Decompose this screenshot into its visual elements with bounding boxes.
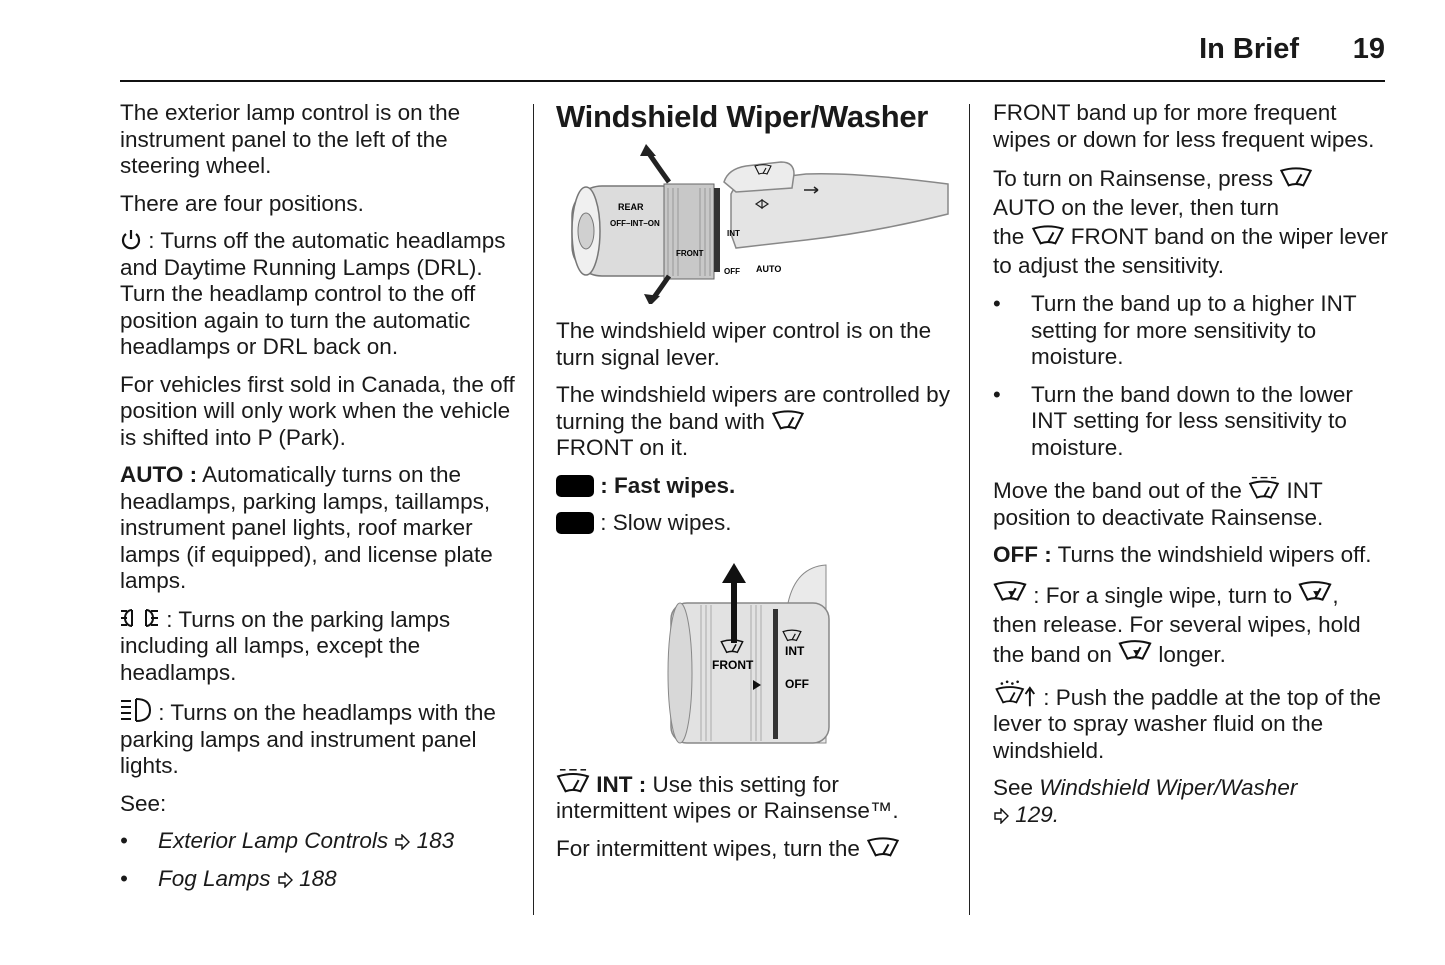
wiper-front-icon [771,410,805,432]
wiper-mist-icon [1298,580,1332,606]
page-reference-arrow-icon [394,834,410,850]
wiper-int-icon [1248,475,1280,501]
sensitivity-list [993,291,1388,461]
paragraph: The windshield wiper control is on the turn signal lever. [556,318,932,370]
deactivate-text-a: Move the band out of the [993,478,1249,503]
paragraph: There are four positions. [120,190,364,216]
parking-description: : Turns on the parking lamps including all lamps, except the headlamps. [120,606,451,685]
paragraph-rainsense [993,164,1388,280]
mist-text-c: longer. [1152,641,1226,667]
reference-page[interactable]: 183 [416,828,455,853]
mist-text-b: , then release. For several wipes, hold the band on [993,582,1361,667]
paragraph: For vehicles first sold in Canada, the off position will only work when the vehicle is shifted into P (Park). [120,371,515,450]
paragraph: FRONT band up for more frequent wipes or down for less frequent wipes. [993,100,1375,152]
paragraph-auto [120,462,515,595]
list-item: • Turn the band down to the lower INT setting for less sensitivity to moisture. [993,382,1388,462]
headlamp-icon [120,697,152,723]
auto-description: Automatically turns on the headlamps, parking lamps, taillamps, instrument panel lights, roof marker lamps (if equipped), and license plate lamps. [120,462,493,593]
paragraph-parking [120,606,515,687]
paragraph-see [993,775,1388,828]
page-reference-arrow-icon [277,872,293,888]
page-reference-arrow-icon [993,808,1009,824]
lever-label-int: INT [727,229,740,238]
lever-label-front: FRONT [676,249,704,258]
lever-label-off-int-on: OFF–INT–ON [610,219,660,228]
fast-wipe-icon [556,475,594,497]
off-description: Turns the windshield wipers off. [1051,542,1372,567]
column-right [993,100,1388,839]
lever-label-rear: REAR [618,202,644,212]
wiper-band-illustration [556,563,956,753]
off-description: : Turns off the automatic headlamps and Daytime Running Lamps (DRL). Turn the headlamp control to the off position again to turn the automatic headlamps or DRL back on. [120,228,506,359]
column-divider [969,104,970,915]
fast-wipe-text: : Fast wipes. [594,472,736,498]
band-text-a: The windshield wipers are controlled by turning the band with [556,382,950,434]
column-left [120,100,515,903]
power-icon [120,229,142,251]
parking-lamp-icon [120,606,160,630]
paragraph-int [556,767,956,825]
reference-page[interactable]: 188 [299,865,337,891]
rainsense-text-a: To turn on Rainsense, press [993,166,1280,191]
wiper-int-icon [556,767,590,795]
washer-fluid-icon [993,680,1037,708]
rainsense-text-c: the [993,224,1031,249]
band-text-b: FRONT on it. [556,435,689,460]
off-label: OFF : [993,542,1052,567]
page-number: 19 [1352,33,1385,65]
wiper-front-icon [1031,225,1065,247]
band-label-int: INT [785,643,805,658]
reference-page[interactable]: 129. [1015,801,1060,827]
reference-item[interactable] [120,866,515,893]
paragraph-band [556,382,956,462]
reference-item[interactable] [120,828,515,855]
reference-list [120,828,515,892]
int-label: INT : [590,771,647,797]
column-middle [556,100,956,873]
column-divider [533,104,534,915]
paragraph-off [120,228,515,361]
wiper-mist-icon [993,580,1027,606]
wiper-auto-icon [1279,167,1313,189]
reference-title[interactable]: Fog Lamps [158,865,271,891]
paragraph-headlamp [120,697,515,780]
reference-title[interactable]: Windshield Wiper/Washer [1039,775,1298,800]
washer-description: : Push the paddle at the top of the lever to spray washer fluid on the windshield. [993,684,1382,763]
paragraph-slow [556,510,956,537]
wiper-lever-illustration [556,144,951,304]
paragraph-off [993,542,1388,569]
reference-title[interactable]: Exterior Lamp Controls [158,828,389,853]
wiper-front-icon [866,837,900,859]
auto-label: AUTO : [120,462,198,487]
section-heading: Windshield Wiper/Washer [556,99,929,134]
paragraph-mist [993,580,1388,669]
paragraph: The exterior lamp control is on the instrument panel to the left of the steering wheel. [120,100,461,178]
paragraph-washer [993,680,1388,765]
slow-wipe-icon [556,512,594,534]
rainsense-text-b: AUTO on the lever, then turn [993,195,1279,220]
section-title: In Brief [1199,33,1299,65]
paragraph: See: [120,790,167,816]
page-header [120,0,1385,82]
lever-label-auto: AUTO [756,264,782,274]
int-continued-text: For intermittent wipes, turn the [556,835,867,861]
rainsense-text-d: FRONT band on the wiper lever to adjust the sensitivity. [993,224,1389,278]
lever-label-off: OFF [724,267,740,276]
wiper-mist-icon [1118,639,1152,665]
list-item: • Turn the band up to a higher INT setting for more sensitivity to moisture. [993,291,1388,371]
band-label-off: OFF [785,676,809,691]
deactivate-text-b: INT position to deactivate Rainsense. [993,478,1324,530]
mist-text-a: : For a single wipe, turn to [1027,582,1299,608]
paragraph-fast [556,473,956,500]
paragraph-deactivate [993,475,1388,531]
paragraph-int-continued [556,836,956,863]
headlamp-description: : Turns on the headlamps with the parking lamps and instrument panel lights. [120,700,496,778]
band-label-front: FRONT [712,657,754,672]
slow-wipe-text: : Slow wipes. [594,510,732,535]
see-text: See [993,775,1040,800]
int-description: Use this setting for intermittent wipes or Rainsense™. [556,771,899,823]
